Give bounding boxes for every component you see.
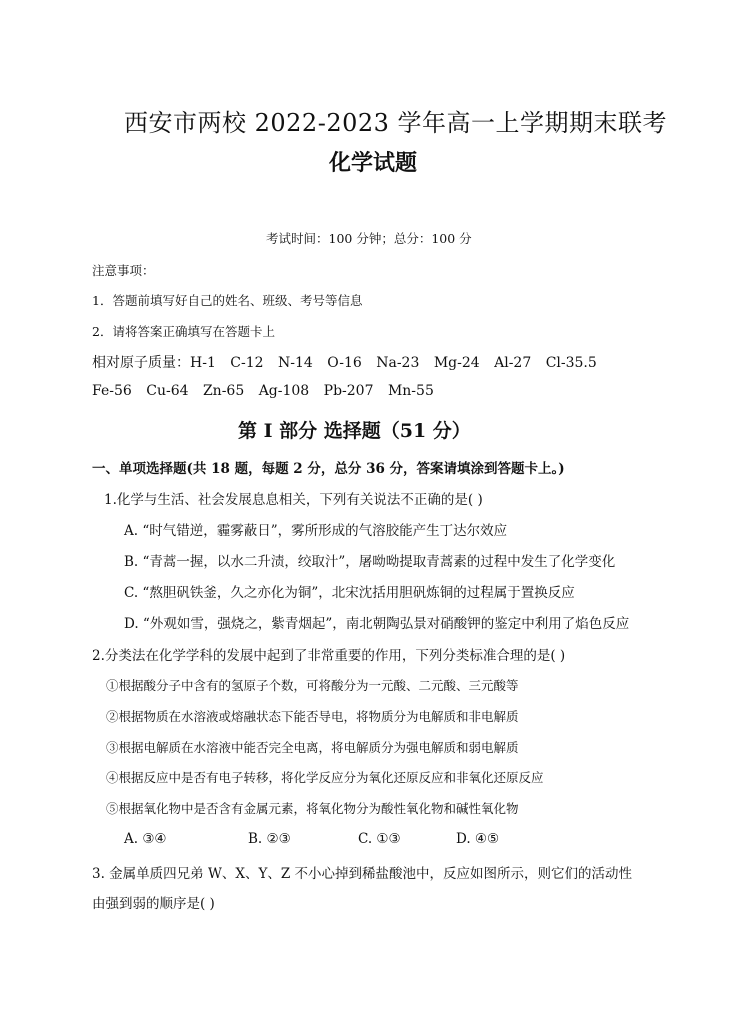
question-stem: 1.化学与生活、社会发展息息相关，下列有关说法不正确的是( ) xyxy=(104,492,483,508)
note-item: 2．请将答案正确填写在答题卡上 xyxy=(92,324,275,339)
answer-choice: D. ④⑤ xyxy=(456,831,500,847)
question-statement: ①根据酸分子中含有的氢原子个数，可将酸分为一元酸、二元酸、三元酸等 xyxy=(106,678,519,693)
exam-info: 考试时间：100 分钟；总分：100 分 xyxy=(266,231,472,246)
page-subtitle: 化学试题 xyxy=(329,150,418,176)
answer-choice: C. ①③ xyxy=(358,831,401,847)
question-stem-continued: 由强到弱的顺序是( ) xyxy=(92,896,215,912)
question-stem: 3. 金属单质四兄弟 W、X、Y、Z 不小心掉到稀盐酸池中，反应如图所示，则它们的活动性 xyxy=(92,866,633,882)
page-title: 西安市两校 2022-2023 学年高一上学期期末联考 xyxy=(124,109,668,137)
question-option: A. “时气错逆，霾雾蔽日”，雾所形成的气溶胶能产生丁达尔效应 xyxy=(124,523,508,539)
atomic-masses-line1: 相对原子质量：H-1 C-12 N-14 O-16 Na-23 Mg-24 Al-27 Cl-35.5 xyxy=(92,355,597,371)
question-option: C. “熬胆矾铁釜，久之亦化为铜”，北宋沈括用胆矾炼铜的过程属于置换反应 xyxy=(124,585,575,601)
question-statement: ②根据物质在水溶液或熔融状态下能否导电，将物质分为电解质和非电解质 xyxy=(106,709,519,724)
question-stem: 2.分类法在化学学科的发展中起到了非常重要的作用，下列分类标准合理的是( ) xyxy=(92,648,566,664)
question-option: D. “外观如雪，强烧之，紫青烟起”，南北朝陶弘景对硝酸钾的鉴定中利用了焰色反应 xyxy=(124,616,630,632)
note-item: 1．答题前填写好自己的姓名、班级、考号等信息 xyxy=(92,293,363,308)
atomic-masses-line2: Fe-56 Cu-64 Zn-65 Ag-108 Pb-207 Mn-55 xyxy=(92,383,434,399)
answer-choice: A. ③④ xyxy=(124,831,167,847)
part-heading: 一、单项选择题(共 18 题，每题 2 分，总分 36 分，答案请填涂到答题卡上。) xyxy=(92,461,565,477)
question-option: B. “青蒿一握，以水二升渍，绞取汁”，屠呦呦提取青蒿素的过程中发生了化学变化 xyxy=(124,554,616,570)
notes-heading: 注意事项： xyxy=(92,263,155,278)
question-statement: ③根据电解质在水溶液中能否完全电离，将电解质分为强电解质和弱电解质 xyxy=(106,740,519,755)
answer-choice: B. ②③ xyxy=(248,831,291,847)
question-statement: ④根据反应中是否有电子转移，将化学反应分为氧化还原反应和非氧化还原反应 xyxy=(106,770,544,785)
question-statement: ⑤根据氧化物中是否含有金属元素，将氧化物分为酸性氧化物和碱性氧化物 xyxy=(106,801,519,816)
section-title: 第 I 部分 选择题（51 分） xyxy=(238,420,471,442)
